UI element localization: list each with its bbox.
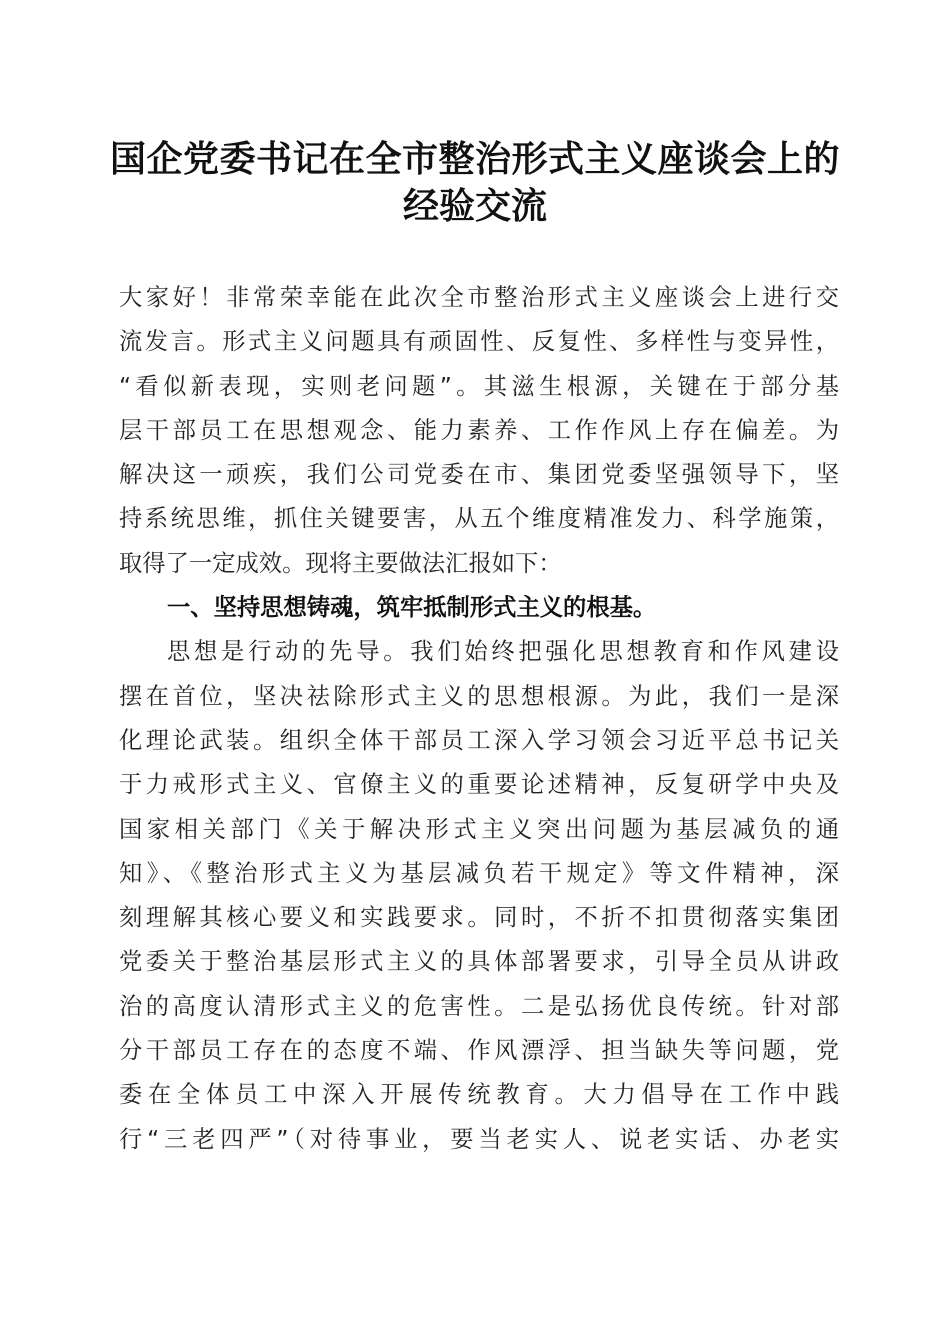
document-body (119, 276, 839, 1162)
section-1-line: 行“三老四严”（对待事业，要当老实人、说老实话、办老实 (119, 1125, 839, 1153)
section-1-line: 知》、《整治形式主义为基层减负若干规定》等文件精神，深 (119, 859, 839, 887)
intro-line: 流发言。形式主义问题具有顽固性、反复性、多样性与变异性， (119, 328, 839, 356)
section-1-line: 于力戒形式主义、官僚主义的重要论述精神，反复研学中央及 (119, 771, 839, 799)
section-1-line: 治的高度认清形式主义的危害性。二是弘扬优良传统。针对部 (119, 992, 839, 1020)
section-1-line: 化理论武装。组织全体干部员工深入学习领会习近平总书记关 (119, 726, 839, 754)
section-1-heading: 一、坚持思想铸魂，筑牢抵制形式主义的根基。 (167, 594, 657, 622)
intro-line: 解决这一顽疾，我们公司党委在市、集团党委坚强领导下，坚 (119, 461, 839, 489)
intro-line: 层干部员工在思想观念、能力素养、工作作风上存在偏差。为 (119, 416, 839, 444)
document-title-line-1: 国企党委书记在全市整治形式主义座谈会上的 (109, 138, 840, 180)
section-1-line: 国家相关部门《关于解决形式主义突出问题为基层减负的通 (119, 815, 839, 843)
document-title-line-2: 经验交流 (402, 185, 547, 227)
section-1-line: 分干部员工存在的态度不端、作风漂浮、担当缺失等问题，党 (119, 1037, 839, 1065)
intro-line: 大家好！非常荣幸能在此次全市整治形式主义座谈会上进行交 (119, 284, 839, 311)
intro-line: 取得了一定成效。现将主要做法汇报如下： (119, 549, 562, 577)
intro-line: “看似新表现，实则老问题”。其滋生根源，关键在于部分基 (119, 372, 839, 400)
intro-line: 持系统思维，抓住关键要害，从五个维度精准发力、科学施策， (119, 505, 839, 533)
section-1-line: 委在全体员工中深入开展传统教育。大力倡导在工作中践 (119, 1081, 839, 1109)
section-1-line: 摆在首位，坚决祛除形式主义的思想根源。为此，我们一是深 (119, 682, 839, 710)
section-1-line: 思想是行动的先导。我们始终把强化思想教育和作风建设 (167, 638, 839, 666)
section-1-line: 刻理解其核心要义和实践要求。同时，不折不扣贯彻落实集团 (119, 904, 839, 932)
section-1-line: 党委关于整治基层形式主义的具体部署要求，引导全员从讲政 (119, 948, 839, 976)
